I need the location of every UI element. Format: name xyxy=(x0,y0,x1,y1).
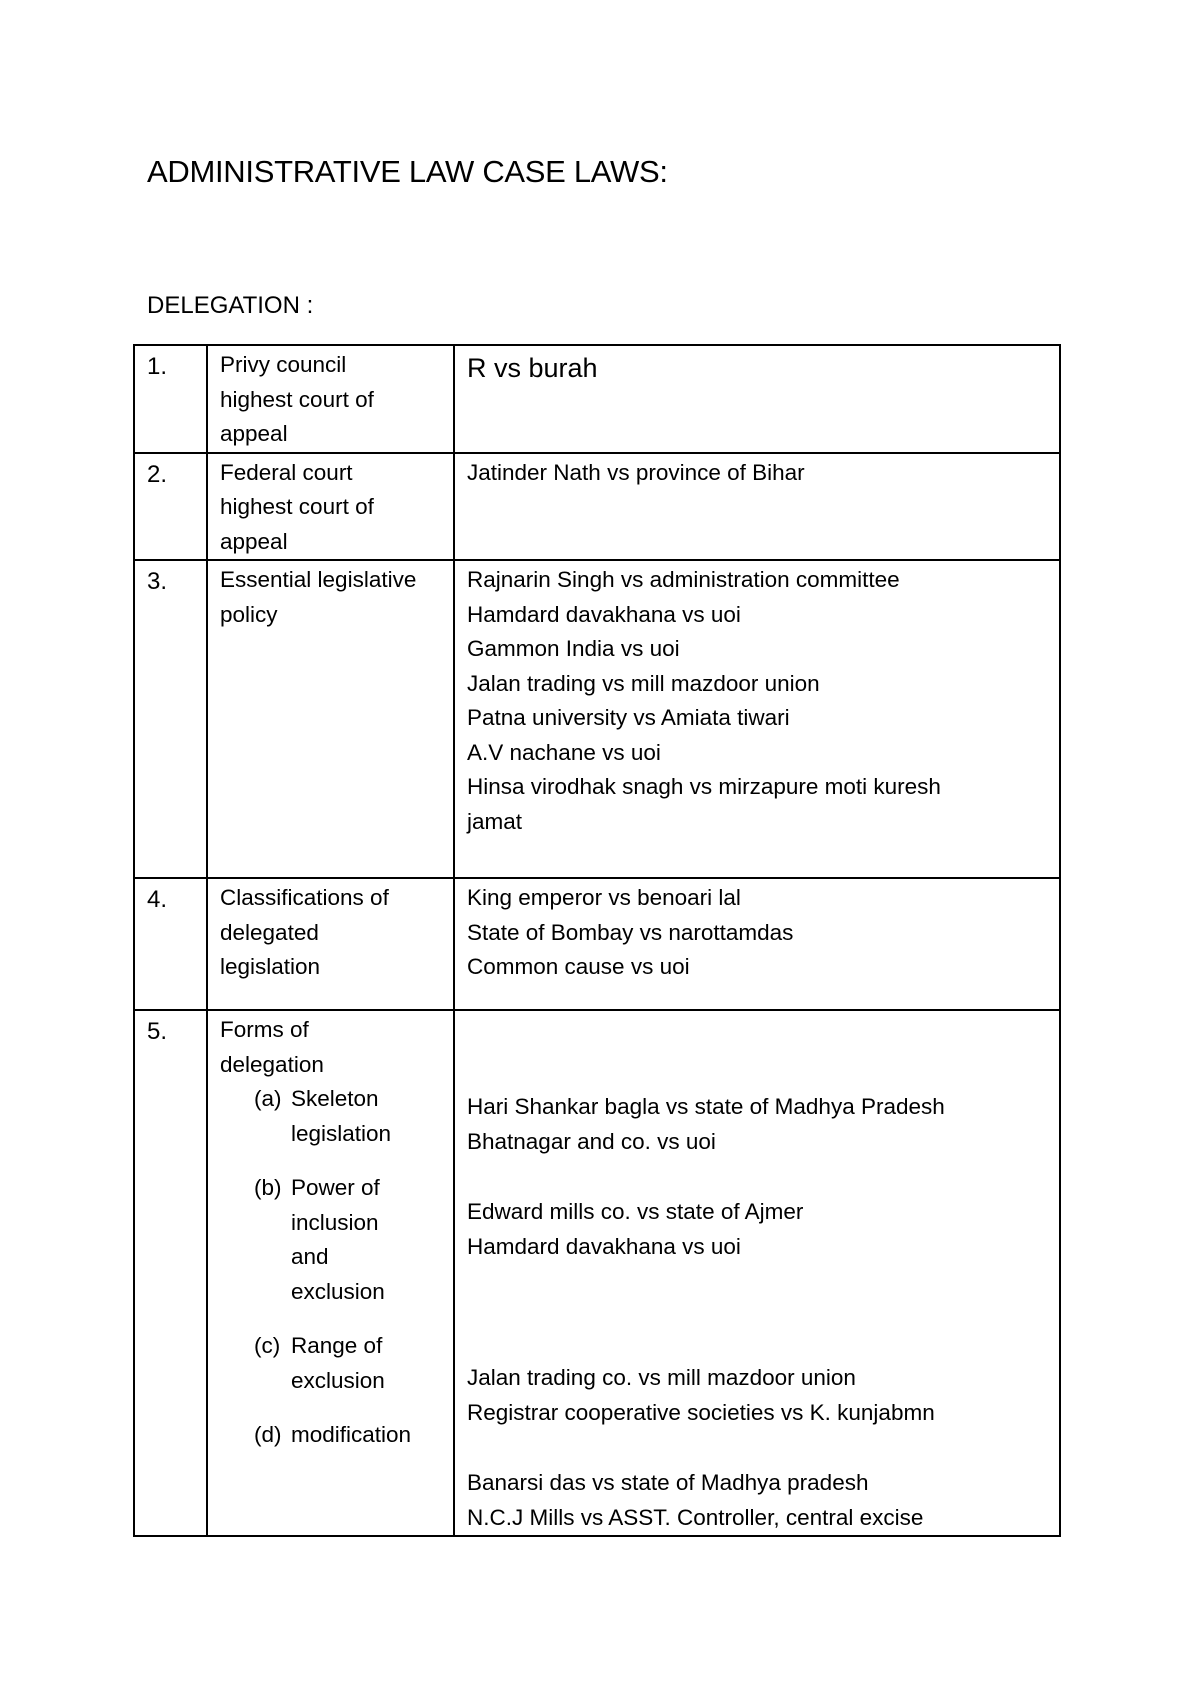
row-number-cell xyxy=(134,1010,207,1536)
sub-item-line: Power of xyxy=(291,1175,380,1200)
cases-cell xyxy=(454,878,1060,1010)
cases-cell xyxy=(454,1010,1060,1536)
topic-line: policy xyxy=(220,601,278,627)
page-title: ADMINISTRATIVE LAW CASE LAWS: xyxy=(147,154,668,189)
case-name: Jatinder Nath vs province of Bihar xyxy=(467,459,805,485)
case-name: Banarsi das vs state of Madhya pradesh xyxy=(467,1470,869,1495)
case-name: King emperor vs benoari lal xyxy=(467,885,741,910)
row-number: 4. xyxy=(147,886,168,913)
row-number-cell xyxy=(134,453,207,561)
cases-cell xyxy=(454,345,1060,453)
sub-item-marker: (b) xyxy=(254,1175,282,1200)
case-name: jamat xyxy=(467,808,523,834)
case-name: Bhatnagar and co. vs uoi xyxy=(467,1128,716,1154)
sub-item-range-of-exclusion xyxy=(254,1329,443,1398)
sub-item-line: exclusion xyxy=(291,1278,385,1304)
sub-item-line: Skeleton xyxy=(291,1086,379,1111)
table-row xyxy=(134,1010,1060,1536)
case-name: Edward mills co. vs state of Ajmer xyxy=(467,1199,804,1224)
row-number: 5. xyxy=(147,1018,168,1045)
sub-item-skeleton-legislation xyxy=(254,1082,443,1151)
sub-item-line: legislation xyxy=(291,1120,392,1146)
case-name: Hamdard davakhana vs uoi xyxy=(467,1233,741,1259)
sub-item-line: modification xyxy=(291,1422,412,1447)
sub-item-power-of-inclusion xyxy=(254,1171,443,1309)
topic-cell xyxy=(207,345,454,453)
row-number-cell xyxy=(134,560,207,878)
topic-cell xyxy=(207,878,454,1010)
row-number-cell xyxy=(134,345,207,453)
sub-item-modification xyxy=(254,1418,443,1453)
case-name: A.V nachane vs uoi xyxy=(467,739,661,765)
table-row xyxy=(134,560,1060,878)
sub-item-marker: (a) xyxy=(254,1086,282,1111)
case-name: Patna university vs Amiata tiwari xyxy=(467,705,790,730)
case-name: Common cause vs uoi xyxy=(467,954,690,979)
cases-cell xyxy=(454,560,1060,878)
topic-line: highest court of xyxy=(220,386,374,412)
delegation-case-table xyxy=(133,344,1061,1537)
table-row xyxy=(134,453,1060,561)
topic-line: delegated xyxy=(220,919,319,945)
topic-line: Privy council xyxy=(220,352,347,377)
topic-line: delegation xyxy=(220,1051,324,1077)
sub-item-line: inclusion xyxy=(291,1209,379,1235)
topic-cell xyxy=(207,453,454,561)
case-name: State of Bombay vs narottamdas xyxy=(467,919,794,945)
case-name: Jalan trading co. vs mill mazdoor union xyxy=(467,1365,856,1390)
case-name: R vs burah xyxy=(467,353,598,383)
section-heading-delegation: DELEGATION : xyxy=(147,292,314,319)
case-name: Hamdard davakhana vs uoi xyxy=(467,601,741,627)
case-name: Hari Shankar bagla vs state of Madhya Pradesh xyxy=(467,1094,945,1119)
case-name: Gammon India vs uoi xyxy=(467,636,680,661)
sub-item-marker: (d) xyxy=(254,1422,282,1447)
topic-line: Essential legislative xyxy=(220,567,417,592)
topic-cell xyxy=(207,560,454,878)
cases-cell xyxy=(454,453,1060,561)
table-row xyxy=(134,345,1060,453)
case-name: Hinsa virodhak snagh vs mirzapure moti kuresh xyxy=(467,774,941,799)
row-number: 3. xyxy=(147,568,168,595)
topic-line: appeal xyxy=(220,421,288,446)
case-name: Registrar cooperative societies vs K. kunjabmn xyxy=(467,1399,935,1425)
topic-line: highest court of xyxy=(220,494,374,519)
table-row xyxy=(134,878,1060,1010)
topic-line: Federal court xyxy=(220,459,353,485)
topic-line: legislation xyxy=(220,954,321,979)
topic-line: Forms of xyxy=(220,1017,309,1042)
sub-item-line: Range of xyxy=(291,1333,383,1358)
topic-line: appeal xyxy=(220,528,288,554)
row-number: 2. xyxy=(147,460,168,488)
row-number-cell xyxy=(134,878,207,1010)
row-number: 1. xyxy=(147,353,168,380)
topic-line: Classifications of xyxy=(220,885,389,910)
sub-item-line: exclusion xyxy=(291,1367,385,1393)
case-name: Jalan trading vs mill mazdoor union xyxy=(467,670,820,696)
case-name: N.C.J Mills vs ASST. Controller, central excise xyxy=(467,1504,924,1530)
sub-item-marker: (c) xyxy=(254,1333,281,1358)
topic-cell xyxy=(207,1010,454,1536)
case-name: Rajnarin Singh vs administration committee xyxy=(467,567,900,592)
sub-item-line: and xyxy=(291,1244,329,1269)
